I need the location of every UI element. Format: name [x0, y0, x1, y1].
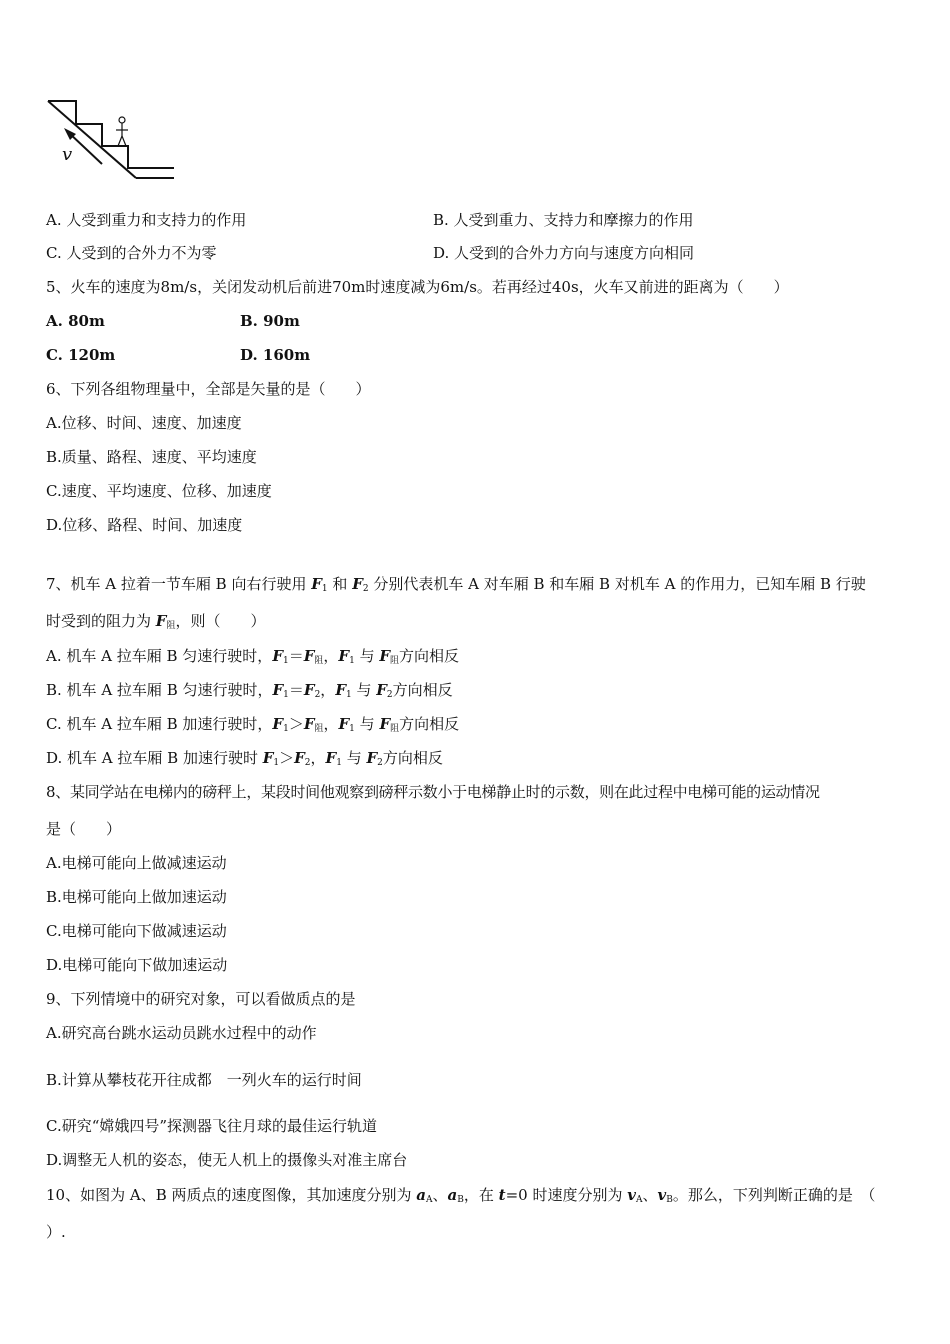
q4-option-b: B. 人受到重力、支持力和摩擦力的作用 — [433, 211, 694, 229]
q8-option-d: D.电梯可能向下做加速运动 — [46, 956, 228, 974]
q7-option-c: C. 机车 A 拉车厢 B 加速行驶时，$F_1>F_阻$，$F_1$ 与 $F_阻$方向相反 — [46, 715, 460, 734]
q6-stem: 6、下列各组物理量中，全部是矢量的是（ ） — [46, 380, 371, 398]
q9-stem: 9、下列情境中的研究对象，可以看做质点的是 — [46, 990, 356, 1008]
q7-stem-line2: 时受到的阻力为 $F_阻$，则（ ） — [46, 612, 266, 631]
q7-stem-line1: 7、机车 A 拉着一节车厢 B 向右行驶用 $F_1$ 和 $F_2$ 分别代表机车 A 对车厢 B 和车厢 B 对机车 A 的作用力，已知车厢 B 行驶 — [46, 575, 866, 594]
person-icon — [116, 117, 128, 146]
q9-option-c: C.研究“嫦娥四号”探测器飞往月球的最佳运行轨道 — [46, 1117, 378, 1135]
q10-stem-line1: 10、如图为 A、B 两质点的速度图像，其加速度分别为 $a_A$、$a_B$，在 t=0 时速度分别为 $v_A$、$v_B$。那么，下列判断正确的是 （ — [46, 1186, 876, 1205]
q8-stem-line1: 8、某同学站在电梯内的磅秤上，某段时间他观察到磅秤示数小于电梯静止时的示数，则在此过程中电梯可能的运动情况 — [46, 783, 820, 801]
q10-stem-line2: ）. — [46, 1223, 66, 1241]
escalator-figure — [46, 96, 186, 186]
q5-option-a: A. 80m — [46, 312, 105, 330]
q5-option-b: B. 90m — [240, 312, 300, 330]
q5-option-c: C. 120m — [46, 346, 116, 364]
q4-option-a: A. 人受到重力和支持力的作用 — [46, 211, 247, 229]
q8-option-b: B.电梯可能向上做加速运动 — [46, 888, 227, 906]
q8-option-c: C.电梯可能向下做减速运动 — [46, 922, 227, 940]
q4-option-c: C. 人受到的合外力不为零 — [46, 244, 217, 262]
q7-option-a: A. 机车 A 拉车厢 B 匀速行驶时，$F_1=F_阻$，$F_1$ 与 $F_阻$方向相反 — [46, 647, 460, 666]
q7-option-d: D. 机车 A 拉车厢 B 加速行驶时 $F_1>F_2$，$F_1$ 与 $F_2$方向相反 — [46, 749, 443, 768]
q6-option-a: A.位移、时间、速度、加速度 — [46, 414, 242, 432]
q9-option-d: D.调整无人机的姿态，使无人机上的摄像头对准主席台 — [46, 1151, 408, 1169]
q5-stem: 5、火车的速度为8m/s，关闭发动机后前进70m时速度减为6m/s。若再经过40s，火车又前进的距离为（ ） — [46, 278, 789, 296]
q6-option-d: D.位移、路程、时间、加速度 — [46, 516, 243, 534]
velocity-label: v — [62, 144, 73, 165]
q6-option-c: C.速度、平均速度、位移、加速度 — [46, 482, 272, 500]
q8-stem-line2: 是（ ） — [46, 820, 122, 838]
q5-option-d: D. 160m — [240, 346, 311, 364]
q4-option-d: D. 人受到的合外力方向与速度方向相同 — [433, 244, 695, 262]
q8-option-a: A.电梯可能向上做减速运动 — [46, 854, 227, 872]
q6-option-b: B.质量、路程、速度、平均速度 — [46, 448, 257, 466]
q9-option-a: A.研究高台跳水运动员跳水过程中的动作 — [46, 1024, 317, 1042]
q7-option-b: B. 机车 A 拉车厢 B 匀速行驶时，$F_1=F_2$，$F_1$ 与 $F_2$方向相反 — [46, 681, 453, 700]
q9-option-b: B.计算从攀枝花开往成都 一列火车的运行时间 — [46, 1071, 362, 1089]
